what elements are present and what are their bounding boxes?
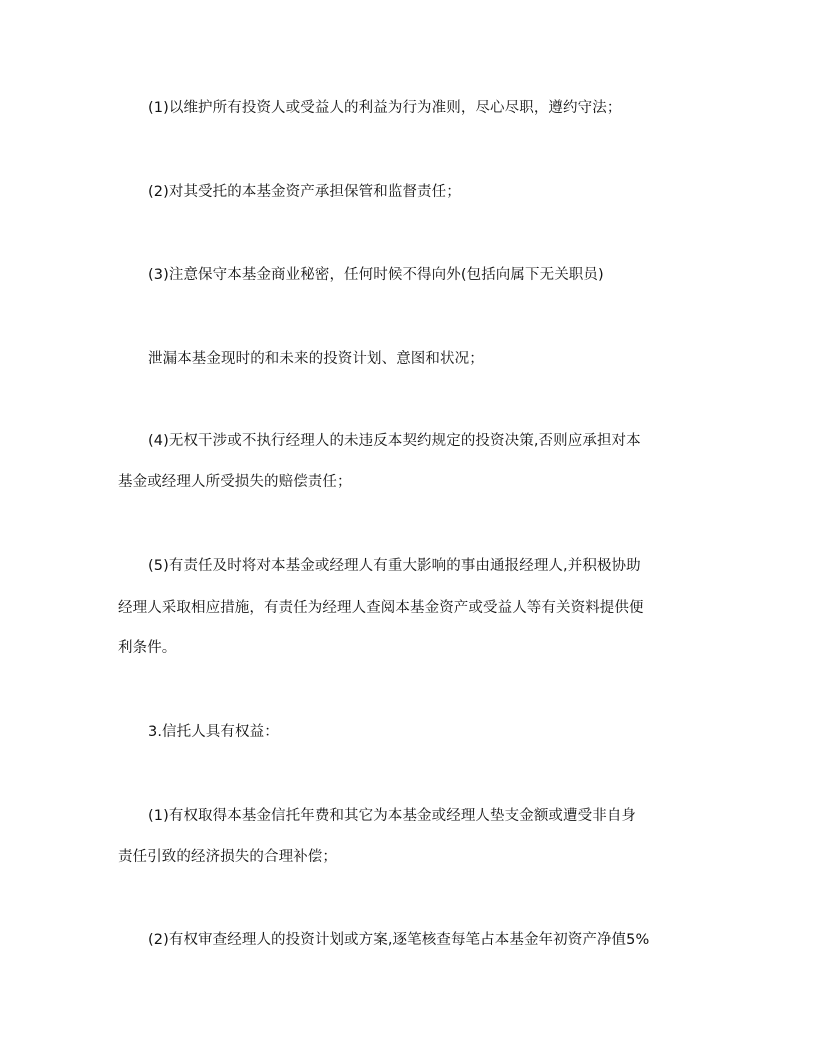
- paragraph-line: (1)以维护所有投资人或受益人的利益为行为准则，尽心尽职，遵约守法；: [148, 100, 622, 116]
- paragraph-line: 基金或经理人所受损失的赔偿责任；: [118, 474, 352, 490]
- paragraph-line: (4)无权干涉或不执行经理人的未违反本契约规定的投资决策,否则应承担对本: [148, 433, 641, 449]
- section-heading: 3.信托人具有权益：: [148, 724, 279, 740]
- paragraph-line: (1)有权取得本基金信托年费和其它为本基金或经理人垫支金额或遭受非自身: [148, 808, 637, 824]
- paragraph-line: (3)注意保守本基金商业秘密，任何时候不得向外(包括向属下无关职员): [148, 267, 604, 283]
- paragraph-line: 泄漏本基金现时的和未来的投资计划、意图和状况；: [148, 351, 484, 367]
- paragraph-line: (2)对其受托的本基金资产承担保管和监督责任；: [148, 184, 461, 200]
- paragraph-line: 责任引致的经济损失的合理补偿；: [118, 849, 337, 865]
- paragraph-line: (5)有责任及时将对本基金或经理人有重大影响的事由通报经理人,并积极协助: [148, 558, 641, 574]
- paragraph-line: 经理人采取相应措施，有责任为经理人查阅本基金资产或受益人等有关资料提供便: [118, 600, 644, 616]
- paragraph-line: 利条件。: [118, 640, 177, 656]
- paragraph-line: (2)有权审查经理人的投资计划或方案,逐笔核查每笔占本基金年初资产净值5%: [148, 932, 650, 948]
